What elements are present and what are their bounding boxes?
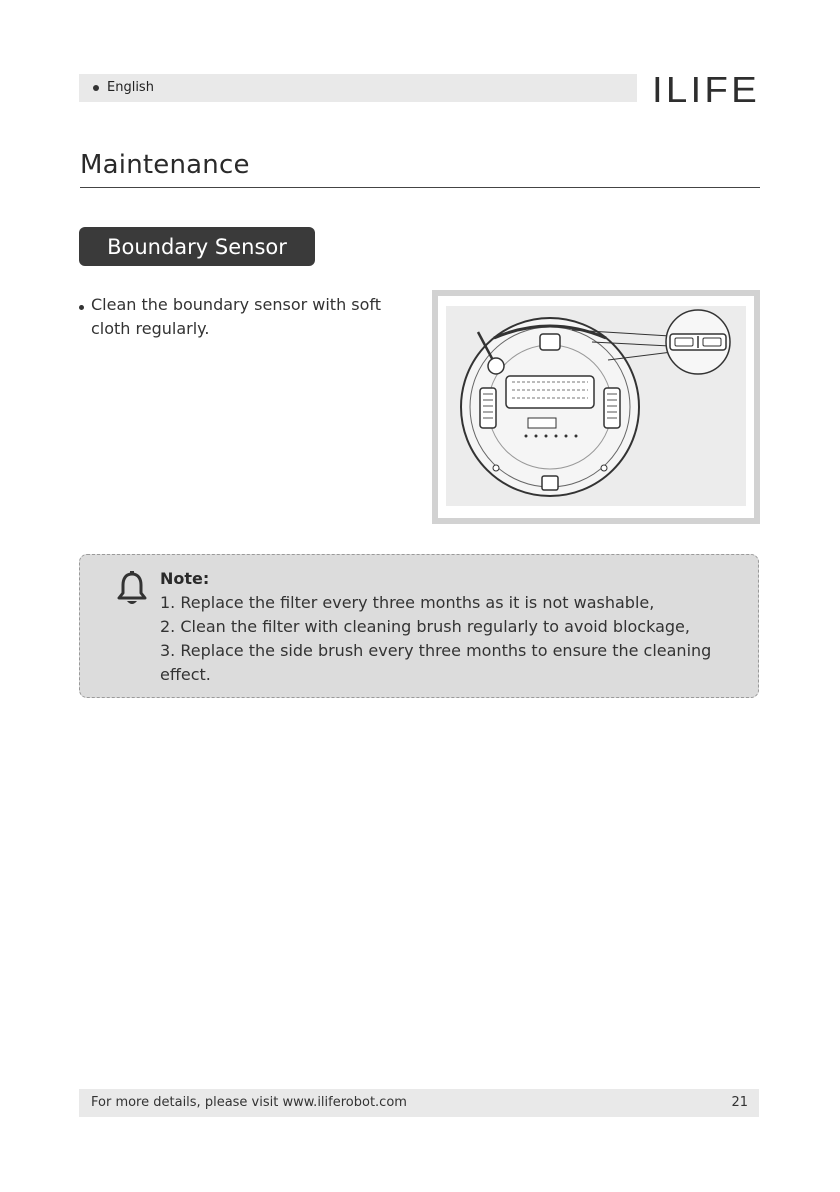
note-item: 1. Replace the filter every three months as it is not washable, [160,593,655,612]
language-bullet [93,85,99,91]
note-item: 3. Replace the side brush every three months to ensure the cleaning effect. [160,641,712,684]
note-item: 2. Clean the filter with cleaning brush regularly to avoid blockage, [160,617,690,636]
title-divider [80,187,760,188]
bullet-dot [79,305,84,310]
robot-underside-illustration [432,290,760,524]
brand-logo [650,67,762,107]
footer-text: For more details, please visit www.iliferobot.com [91,1095,407,1110]
note-heading: Note: [160,569,210,588]
note-list [160,591,750,687]
instruction-text: Clean the boundary sensor with soft cloth regularly. [91,295,382,338]
page-number: 21 [731,1095,748,1110]
page-title: Maintenance [80,150,250,180]
subsection-label: Boundary Sensor [107,234,287,259]
language-label: English [107,80,154,95]
language-bar [79,74,637,102]
subsection-heading [79,227,315,266]
bell-icon [116,571,148,607]
brand-logo-text: ILIFE [652,69,760,107]
